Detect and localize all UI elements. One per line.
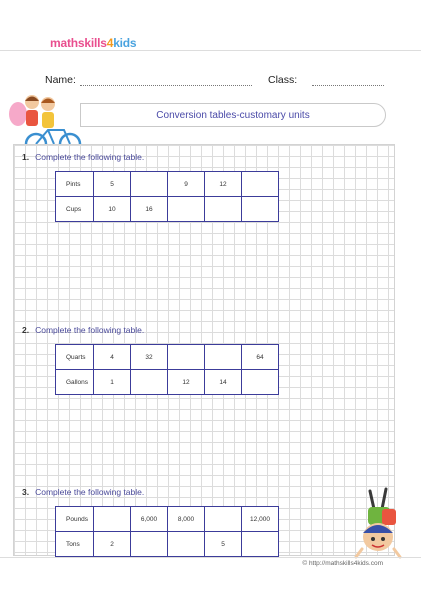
row-label: Quarts [56,345,94,370]
table-cell[interactable] [205,345,242,370]
table-cell[interactable]: 8,000 [168,507,205,532]
question-2: 2. Complete the following table. [22,325,145,335]
table-cell[interactable]: 12,000 [242,507,279,532]
class-field-line[interactable] [312,85,384,86]
table-row [56,507,279,532]
name-field-line[interactable] [80,85,252,86]
row-label: Tons [56,532,94,557]
table-row [56,197,279,222]
table-row [56,345,279,370]
table-cell[interactable] [168,532,205,557]
table-cell[interactable] [242,172,279,197]
row-label: Pints [56,172,94,197]
table-row [56,370,279,395]
table-3 [55,506,279,557]
table-cell[interactable]: 10 [94,197,131,222]
table-cell[interactable] [205,507,242,532]
footer-credit[interactable]: © http://mathskills4kids.com [302,560,383,567]
table-cell[interactable]: 2 [94,532,131,557]
table-cell[interactable] [131,172,168,197]
table-cell[interactable]: 12 [168,370,205,395]
table-cell[interactable]: 16 [131,197,168,222]
footer-divider [0,557,421,558]
row-label: Gallons [56,370,94,395]
table-cell[interactable] [131,370,168,395]
class-label: Class: [268,74,298,86]
table-cell[interactable] [205,197,242,222]
table-1 [55,171,279,222]
table-cell[interactable]: 5 [205,532,242,557]
table-cell[interactable] [94,507,131,532]
table-row [56,532,279,557]
table-cell[interactable]: 4 [94,345,131,370]
name-label: Name: [45,74,76,86]
table-cell[interactable]: 64 [242,345,279,370]
site-logo[interactable]: mathskills4kids [50,36,137,50]
table-cell[interactable]: 1 [94,370,131,395]
table-2 [55,344,279,395]
table-cell[interactable]: 32 [131,345,168,370]
row-label: Pounds [56,507,94,532]
table-cell[interactable] [131,532,168,557]
question-3: 3. Complete the following table. [22,487,145,497]
table-cell[interactable]: 6,000 [131,507,168,532]
table-cell[interactable] [242,370,279,395]
table-cell[interactable]: 12 [205,172,242,197]
header-divider [0,50,421,51]
table-cell[interactable]: 14 [205,370,242,395]
table-cell[interactable] [242,197,279,222]
table-cell[interactable]: 5 [94,172,131,197]
table-cell[interactable] [168,197,205,222]
table-cell[interactable] [242,532,279,557]
handstand-kid-illustration [352,487,406,559]
table-cell[interactable] [168,345,205,370]
table-row [56,172,279,197]
worksheet-title: Conversion tables-customary units [80,103,386,127]
question-1: 1. Complete the following table. [22,152,145,162]
row-label: Cups [56,197,94,222]
table-cell[interactable]: 9 [168,172,205,197]
